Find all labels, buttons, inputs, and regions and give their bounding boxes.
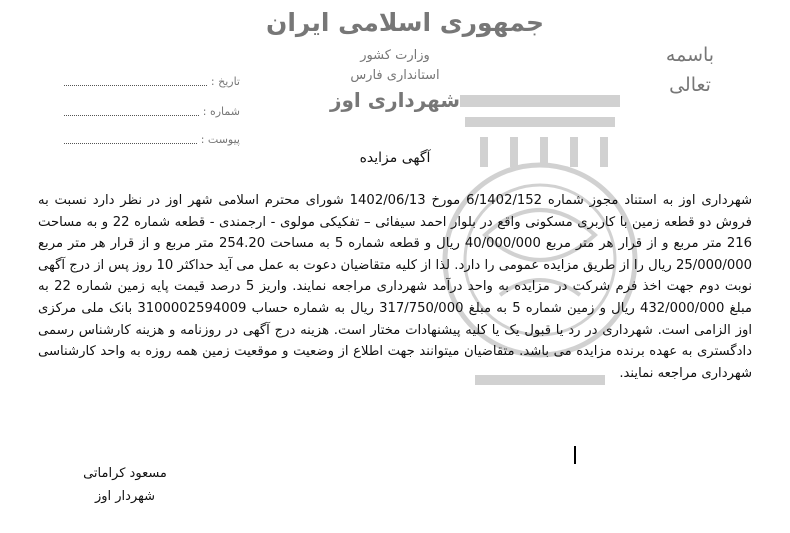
bismillah-line-2: تعالی — [669, 74, 711, 96]
date-label: تاریخ : — [210, 74, 240, 88]
date-field — [60, 72, 240, 90]
signer-title: شهردار اوز — [94, 489, 156, 504]
bismillah-heading — [640, 40, 740, 100]
notice-body: شهرداری اوز به استناد مجوز شماره 6/1402/152 مورخ 1402/06/13 شورای محترم اسلامی شهر اوز در نظر دارد نسبت به فروش دو قطعه زمین با کاربری مسکونی واقع در بلوار احمد سیفائی – تفکیکی مولوی - ارجمندی - قطعه شماره 22 و به مساحت 216 متر مربع و از قرار هر متر مربع 40/000/000 ریال و قطعه شماره 5 به مساحت 254.20 متر مربع و از قرار هر متر مربع 25/000/000 ریال را از طریق مزایده عمومی را دارد. لذا از کلیه متقاضیان دعوت به عمل می آید حداکثر 10 روز پس از درج آگهی نوبت دوم جهت اخذ فرم شرکت در مزایده به واحد درآمد شهرداری مراجعه نمایند. واریز 5 درصد قیمت پایه زمین شماره 22 به مبلغ 432/000/000 ریال و زمین شماره 5 به مبلغ 317/750/000 ریال به شماره حساب 3100002594009 بانک ملی مرکزی اوز الزامی است. شهرداری در رد یا قبول یک یا کلیه پیشنهادات مختار است. هزینه درج آگهی در روزنامه و هزینه کارشناس رسمی دادگستری به عهده برنده مزایده می باشد. متقاضیان میتوانند جهت اطلاع از وضعیت و موقعیت زمین همه روزه به واحد کارشناسی شهرداری مراجعه نمایند. — [38, 193, 753, 381]
date-dotted-line — [64, 76, 207, 86]
country-name: جمهوری اسلامی ایران — [266, 8, 544, 37]
number-field — [60, 102, 240, 120]
province-name: استانداری فارس — [350, 68, 440, 83]
attachment-label: پیوست : — [200, 132, 240, 146]
attachment-dotted-line — [64, 134, 197, 144]
number-dotted-line — [64, 106, 199, 116]
municipality-name: شهرداری اوز — [329, 88, 461, 112]
ministry-name: وزارت کشور — [360, 48, 430, 63]
signer-name: مسعود کراماتی — [83, 466, 167, 481]
number-label: شماره : — [202, 104, 240, 118]
text-cursor — [574, 446, 576, 464]
bismillah-line-1: باسمه — [665, 44, 715, 66]
notice-title: آگهی مزایده — [359, 150, 431, 166]
attachment-field — [60, 130, 240, 148]
